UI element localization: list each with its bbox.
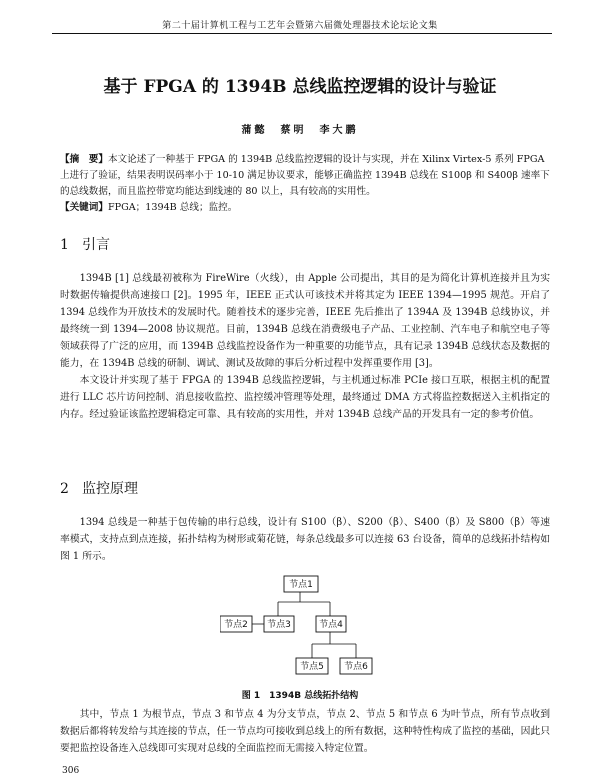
abstract-block [60, 152, 550, 216]
keywords-text: FPGA；1394B 总线；监控。 [107, 202, 238, 213]
node-6-label: 节点6 [344, 662, 368, 672]
abstract-text: 本文论述了一种基于 FPGA 的 1394B 总线监控逻辑的设计与实现，并在 Xilinx Virtex-5 系列 FPGA 上进行了验证，结果表明误码率小于 10-10 满足协议要求，能够正确监控 1394B 总线在 S100β 和 S400β 速率下的总线数据，而且监控带宽均能达到线速的 80 以上，具有较高的实用性。 [60, 154, 550, 197]
node-3-label: 节点3 [267, 620, 291, 630]
section-2-paragraph-2: 其中，节点 1 为根节点，节点 3 和节点 4 为分支节点，节点 2、节点 5 和节点 6 为叶节点，所有节点收到数据后都将转发给与其连接的节点，任一节点均可接收到总线上的所有数据，这种特性构成了监控的基础，因此只要把监控设备连入总线即可实现对总线的全面监控而无需接入特定位置。 [60, 709, 550, 754]
keywords-label: 【关键词】 [60, 202, 108, 213]
page-number: 306 [62, 766, 80, 776]
section-2-paragraph-1: 1394 总线是一种基于包传输的串行总线，设计有 S100（β）、S200（β）、S400（β）及 S800（β）等速率模式，支持点到点连接，拓扑结构为树形或菊花链，每条总线最多可以连接 63 台设备，简单的总线拓扑结构如图 1 所示。 [60, 517, 550, 562]
node-2-label: 节点2 [224, 620, 248, 630]
node-1-label: 节点1 [289, 580, 313, 590]
section-2-title: 监控原理 [82, 481, 138, 497]
authors: 蒲懿 蔡明 李大鹏 [241, 125, 359, 136]
section-1-heading [60, 234, 110, 254]
figure-caption: 图 1 1394B 总线拓扑结构 [241, 691, 359, 701]
node-4-label: 节点4 [319, 620, 343, 630]
section-1-number: 1 [60, 237, 69, 253]
abstract-label: 【摘 要】 [60, 154, 108, 165]
header-rule [52, 33, 552, 34]
section-2-heading [60, 478, 138, 498]
node-5-label: 节点5 [300, 662, 324, 672]
section-1-title: 引言 [82, 237, 110, 253]
paper-title: 基于 FPGA 的 1394B 总线监控逻辑的设计与验证 [103, 77, 497, 97]
section-1-paragraph-1: 1394B [1] 总线最初被称为 FireWire（火线），由 Apple 公司提出，其目的是为简化计算机连接并且为实时数据传输提供高速接口 [2]。1995 年，IEEE 正式认可该技术并将其定为 IEEE 1394—1995 规范。开启了 1394 总线作为开放技术的发展时代。随着技术的逐步完善，IEEE 先后推出了 1394A 及 1394B 总线协议，并最终统一到 1394—2008 协议规范。目前，1394B 总线在消费级电子产品、工业控制、汽车电子和航空电子等领域获得了广泛的应用，而 1394B 总线监控设备作为一种重要的功能节点，具有记录 1394B 总线状态及数据的能力，在 1394B 总线的研制、调试、测试及故障的事后分析过程中发挥重要作用 [3]。 [60, 273, 550, 369]
section-2-number: 2 [60, 481, 69, 497]
section-1-paragraph-2: 本文设计并实现了基于 FPGA 的 1394B 总线监控逻辑，与主机通过标准 PCIe 接口互联，根据主机的配置进行 LLC 芯片访问控制、消息接收监控、监控缓冲管理等处理，最终通过 DMA 方式将监控数据送入主机指定的内存。经过验证该监控逻辑稳定可靠、具有较高的实用性，并对 1394B 总线产品的开发具有一定的参考价值。 [60, 375, 550, 420]
running-header: 第二十届计算机工程与工艺年会暨第六届微处理器技术论坛论文集 [162, 21, 438, 31]
topology-diagram [220, 572, 380, 682]
